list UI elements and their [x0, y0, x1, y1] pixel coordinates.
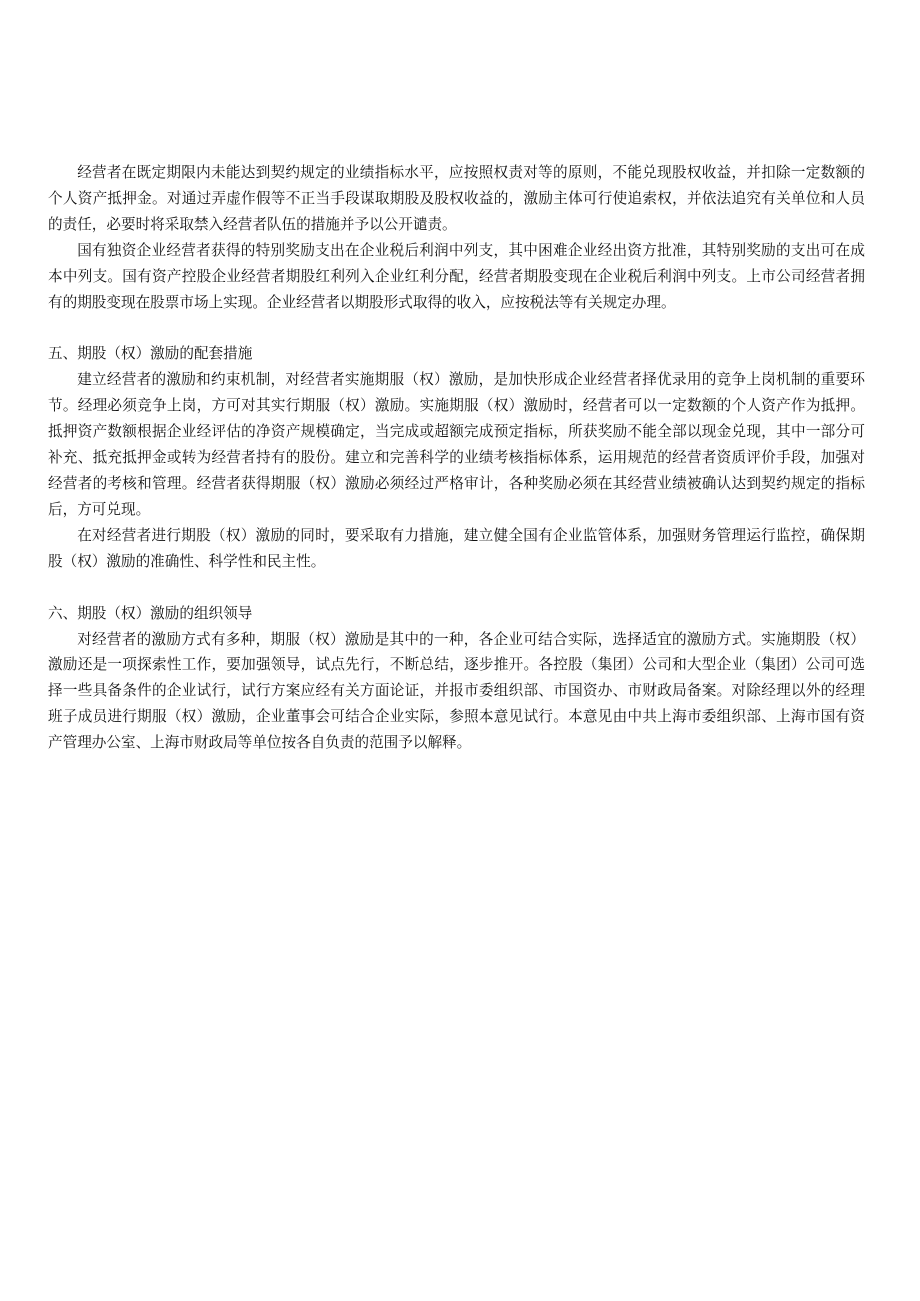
section-spacer	[48, 575, 865, 601]
paragraph: 建立经营者的激励和约束机制，对经营者实施期服（权）激励，是加快形成企业经营者择优录用的竞争上岗机制的重要环节。经理必须竞争上岗，方可对其实行期服（权）激励。实施期服（权）激励时，经营者可以一定数额的个人资产作为抵押。抵押资产数额根据企业经评估的净资产规模确定，当完成或超额完成预定指标，所获奖励不能全部以现金兑现，其中一部分可补充、抵充抵押金或转为经营者持有的股份。建立和完善科学的业绩考核指标体系，运用规范的经营者资质评价手段，加强对经营者的考核和管理。经营者获得期服（权）激励必须经过严格审计，各种奖励必须在其经营业绩被确认达到契约规定的指标后，方可兑现。	[48, 371, 865, 518]
section-spacer	[48, 315, 865, 341]
paragraph: 在对经营者进行期股（权）激励的同时，要采取有力措施，建立健全国有企业监管体系，加强财务管理运行监控，确保期股（权）激励的准确性、科学性和民主性。	[48, 526, 865, 570]
section-heading: 六、期股（权）激励的组织领导	[48, 604, 253, 622]
paragraph: 经营者在既定期限内未能达到契约规定的业绩指标水平，应按照权责对等的原则，不能兑现股权收益，并扣除一定数额的个人资产抵押金。对通过弄虚作假等不正当手段谋取期股及股权收益的，激励主体可行使追索权，并依法追究有关单位和人员的责任，必要时将采取禁入经营者队伍的措施并予以公开谴责。	[48, 164, 865, 233]
paragraph: 国有独资企业经营者获得的特别奖励支出在企业税后利润中列支，其中困难企业经出资方批准，其特别奖励的支出可在成本中列支。国有资产控股企业经营者期股红利列入企业红利分配，经营者期股变现在企业税后利润中列支。上市公司经营者拥有的期股变现在股票市场上实现。企业经营者以期股形式取得的收入，应按税法等有关规定办理。	[48, 241, 865, 311]
section-heading: 五、期股（权）激励的配套措施	[48, 345, 253, 363]
document-body	[48, 160, 865, 756]
paragraph: 对经营者的激励方式有多种，期服（权）激励是其中的一种，各企业可结合实际，选择适宜的激励方式。实施期股（权）激励还是一项探索性工作，要加强领导，试点先行，不断总结，逐步推开。各控股（集团）公司和大型企业（集团）公司可选择一些具备条件的企业试行，试行方案应经有关方面论证，并报市委组织部、市国资办、市财政局备案。对除经理以外的经理班子成员进行期服（权）激励，企业董事会可结合企业实际，参照本意见试行。本意见由中共上海市委组织部、上海市国有资产管理办公室、上海市财政局等单位按各自负责的范围予以解释。	[48, 630, 865, 752]
